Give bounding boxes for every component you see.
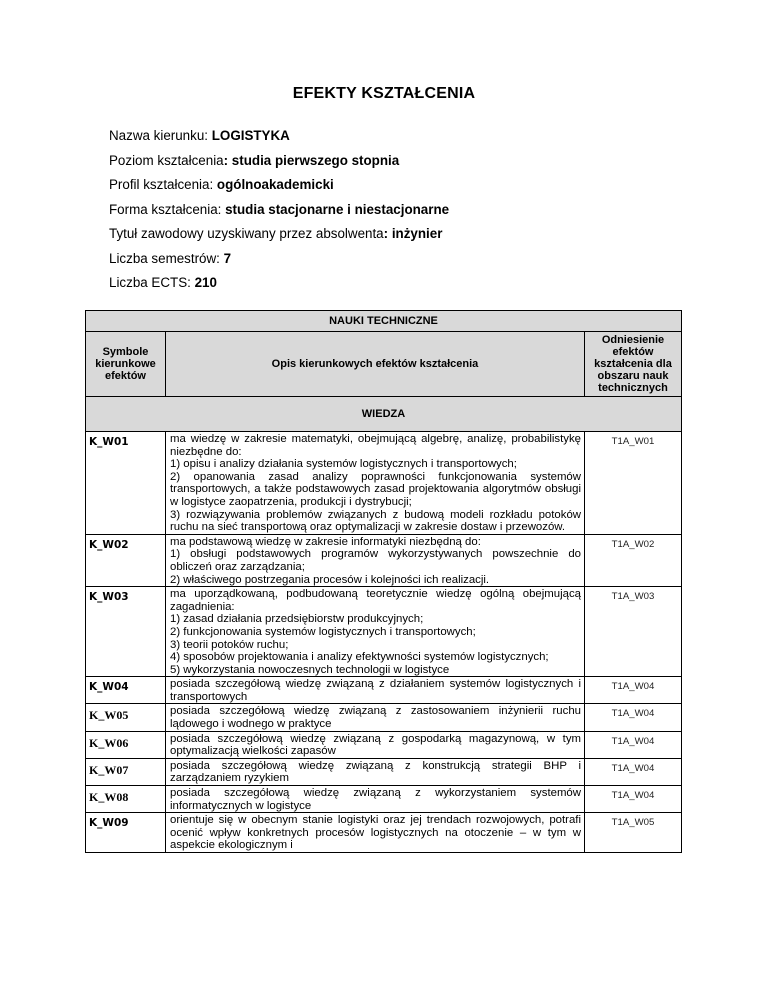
outcome-symbol: K_W01 xyxy=(86,432,166,535)
description-line: 1) opisu i analizy działania systemów logistycznych i transportowych; xyxy=(170,458,517,471)
meta-row xyxy=(109,273,449,298)
description-line: 3) teorii potoków ruchu; xyxy=(170,638,289,651)
description-line: 1) zasad działania przedsiębiorstw produkcyjnych; xyxy=(170,613,424,626)
outcome-symbol: K_W09 xyxy=(86,813,166,853)
meta-value: 210 xyxy=(194,275,217,290)
outcome-symbol: K_W06 xyxy=(86,731,166,758)
outcome-symbol: K_W05 xyxy=(86,704,166,731)
section-header-row xyxy=(86,311,682,332)
description-line: 5) wykorzystania nowoczesnych technologii w logistyce xyxy=(170,663,450,676)
table-row xyxy=(86,786,682,813)
meta-value: LOGISTYKA xyxy=(211,128,290,143)
table-row xyxy=(86,704,682,731)
meta-label: Liczba semestrów: xyxy=(109,250,224,266)
description-line: ma podstawową wiedzę w zakresie informatyki niezbędną do: xyxy=(170,535,481,548)
outcome-reference: T1A_W01 xyxy=(585,432,682,535)
meta-row xyxy=(109,224,449,249)
document-title: EFEKTY KSZTAŁCENIA xyxy=(292,85,476,102)
meta-value: studia stacjonarne i niestacjonarne xyxy=(225,201,450,217)
group-header-row xyxy=(86,397,682,432)
description-line: 2) opanowania zasad analizy poprawności funkcjonowania systemów transportowych, a także podstawowych zasad projektowania algorytmów obsługi w logistyce zaopatrzenia, produkcji i dystrybucji; xyxy=(170,470,581,508)
meta-value: ogólnoakademicki xyxy=(216,177,334,192)
description-line: ma wiedzę w zakresie matematyki, obejmującą algebrę, analizę, probabilistykę niezbędne do: xyxy=(170,433,581,458)
outcome-symbol: K_W08 xyxy=(86,786,166,813)
outcome-description xyxy=(166,587,585,677)
meta-row xyxy=(109,151,449,176)
description-line: posiada szczegółową wiedzę związaną z wykorzystaniem systemów informatycznych w logistyce xyxy=(170,787,581,812)
table-row xyxy=(86,534,682,586)
outcome-reference: T1A_W04 xyxy=(585,786,682,813)
description-line: posiada szczegółową wiedzę związaną z zastosowaniem inżynierii ruchu lądowego i wodnego w praktyce xyxy=(170,705,581,731)
meta-label: Profil kształcenia: xyxy=(109,177,217,192)
outcome-description xyxy=(166,704,585,731)
column-header-row xyxy=(86,332,682,397)
meta-row xyxy=(109,175,449,200)
outcome-symbol: K_W07 xyxy=(86,758,166,785)
learning-outcomes-table xyxy=(85,310,682,853)
outcome-reference: T1A_W04 xyxy=(585,704,682,731)
description-line: 2) właściwego postrzegania procesów i kolejności ich realizacji. xyxy=(170,573,490,586)
outcome-description xyxy=(166,677,585,704)
description-line: ma uporządkowaną, podbudowaną teoretycznie wiedzę ogólną obejmującą zagadnienia: xyxy=(170,588,581,613)
table-row xyxy=(86,587,682,677)
meta-label: Nazwa kierunku: xyxy=(109,128,212,143)
program-info xyxy=(109,126,449,298)
description-line: posiada szczegółową wiedzę związaną z konstrukcją strategii BHP i zarządzaniem ryzykiem xyxy=(170,759,581,785)
description-line: 3) rozwiązywania problemów związanych z budową modeli rozkładu potoków ruchu na sieć transportową oraz optymalizacji w zakresie dostaw i przewozów. xyxy=(170,508,581,534)
outcome-reference: T1A_W03 xyxy=(585,587,682,677)
outcome-symbol: K_W02 xyxy=(86,534,166,586)
outcome-reference: T1A_W02 xyxy=(585,534,682,586)
description-line: posiada szczegółową wiedzę związaną z gospodarką magazynową, w tym optymalizacją wielkości zapasów xyxy=(170,732,581,758)
meta-label: Poziom kształcenia xyxy=(109,152,224,168)
meta-value: : inżynier xyxy=(383,226,443,241)
col-desc-header: Opis kierunkowych efektów kształcenia xyxy=(166,332,585,397)
meta-label: Forma kształcenia: xyxy=(109,201,226,217)
outcome-symbol: K_W04 xyxy=(86,677,166,704)
description-line: 1) obsługi podstawowych programów wykorzystywanych powszechnie do obliczeń oraz zarządzania; xyxy=(170,548,581,573)
description-line: orientuje się w obecnym stanie logistyki oraz jej trendach rozwojowych, potrafi ocenić wpływ konkretnych procesów logistycznych na otoczenie – w tym w aspekcie ekologicznym i xyxy=(170,814,581,852)
table-row xyxy=(86,432,682,535)
col-ref-header: Odniesienie efektów kształcenia dla obszaru nauk technicznych xyxy=(585,332,682,397)
description-line: 4) sposobów projektowania i analizy efektywności systemów logistycznych; xyxy=(170,651,549,664)
outcome-description xyxy=(166,813,585,853)
meta-row xyxy=(109,200,449,225)
outcome-reference: T1A_W04 xyxy=(585,758,682,785)
outcome-symbol: K_W03 xyxy=(86,587,166,677)
outcome-description xyxy=(166,758,585,785)
outcome-description xyxy=(166,786,585,813)
outcome-reference: T1A_W05 xyxy=(585,813,682,853)
description-line: posiada szczegółową wiedzę związaną z działaniem systemów logistycznych i transportowych xyxy=(170,678,581,703)
meta-value: 7 xyxy=(223,250,232,266)
table-row xyxy=(86,813,682,853)
group-title: WIEDZA xyxy=(86,397,682,432)
description-line: 2) funkcjonowania systemów logistycznych i transportowych; xyxy=(170,625,476,638)
section-title: NAUKI TECHNICZNE xyxy=(86,311,682,332)
meta-row xyxy=(109,249,449,274)
outcome-description xyxy=(166,534,585,586)
meta-label: Tytuł zawodowy uzyskiwany przez absolwenta xyxy=(109,226,384,241)
table-row xyxy=(86,758,682,785)
outcome-description xyxy=(166,432,585,535)
meta-value: : studia pierwszego stopnia xyxy=(223,152,400,168)
meta-row xyxy=(109,126,449,151)
outcome-description xyxy=(166,731,585,758)
outcome-reference: T1A_W04 xyxy=(585,731,682,758)
col-symbol-header: Symbole kierunkowe efektów xyxy=(86,332,166,397)
table-row xyxy=(86,731,682,758)
outcome-reference: T1A_W04 xyxy=(585,677,682,704)
meta-label: Liczba ECTS: xyxy=(109,275,195,290)
table-row xyxy=(86,677,682,704)
